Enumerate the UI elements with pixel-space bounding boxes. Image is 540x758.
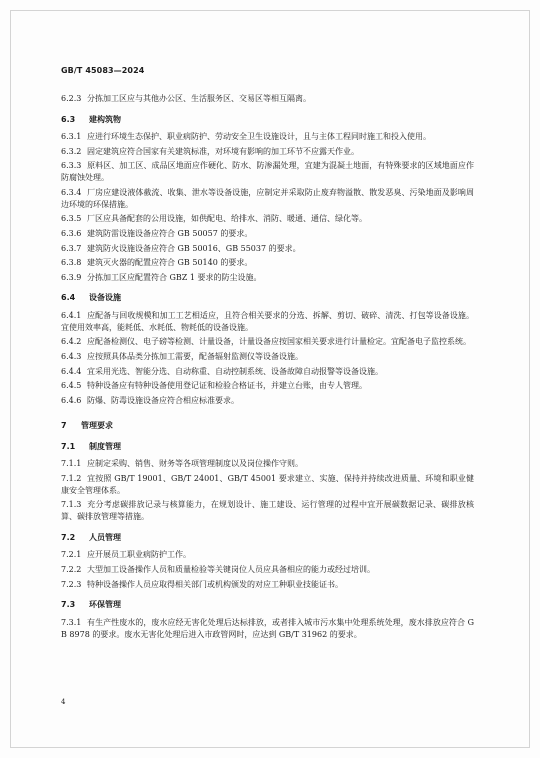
clause-item bbox=[61, 213, 474, 225]
document-body bbox=[61, 93, 474, 643]
clause-item bbox=[61, 93, 474, 105]
clause-text: 原料区、加工区、成品区地面应作硬化、防水、防渗漏处理，宜建为混凝土地面，有特殊要求的区域地面应作防腐蚀处理。 bbox=[61, 161, 474, 183]
clause-number: 6.3.6 bbox=[61, 228, 82, 238]
clause-text: 厂房应建设液体截流、收集、泄水等设备设施，应制定并采取防止废弃物溢散、散发恶臭、污染地面及影响周边环境的环保措施。 bbox=[61, 187, 474, 209]
clause-item bbox=[61, 160, 474, 184]
clause-text: 有生产性废水的，废水应经无害化处理后达标排放，或者排入城市污水集中处理系统处理，废水排放应符合 GB 8978 的要求。废水无害化处理后进入市政管网时，应达到 GB/T 31962 的要求。 bbox=[61, 617, 474, 639]
clause-text: 环保管理 bbox=[89, 600, 121, 610]
clause-text: 建筑防火设施设备应符合 GB 50016、GB 55037 的要求。 bbox=[87, 243, 301, 253]
clause-item bbox=[61, 228, 474, 240]
section-heading bbox=[61, 114, 474, 126]
clause-text: 应按照具体品类分拣加工需要，配备辐射监测仪等设备设施。 bbox=[87, 351, 303, 361]
clause-text: 建筑灭火器的配置应符合 GB 50140 的要求。 bbox=[87, 258, 253, 268]
clause-text: 建构筑物 bbox=[89, 114, 121, 124]
clause-number: 6.3.5 bbox=[61, 214, 82, 224]
clause-number: 7.1.1 bbox=[61, 459, 82, 469]
clause-text: 应制定采购、销售、财务等各项管理制度以及岗位操作守则。 bbox=[87, 459, 303, 469]
clause-item bbox=[61, 146, 474, 158]
clause-number: 6.4.3 bbox=[61, 351, 82, 361]
clause-number: 7.2.1 bbox=[61, 550, 82, 560]
clause-number: 6.2.3 bbox=[61, 94, 82, 103]
clause-text: 分拣加工区应与其他办公区、生活服务区、交易区等相互隔离。 bbox=[87, 94, 311, 103]
clause-number: 7.1.2 bbox=[61, 473, 82, 483]
clause-item bbox=[61, 617, 474, 641]
clause-number: 6.3.2 bbox=[61, 146, 82, 156]
clause-number: 6.4.4 bbox=[61, 366, 82, 376]
clause-item bbox=[61, 257, 474, 269]
clause-item bbox=[61, 187, 474, 211]
clause-text: 宜采用光选、智能分选、自动称重、自动控制系统、设备故障自动报警等设备设施。 bbox=[87, 366, 383, 376]
clause-text: 宜按照 GB/T 19001、GB/T 24001、GB/T 45001 要求建立、实施、保持并持续改进质量、环境和职业健康安全管理体系。 bbox=[61, 473, 474, 495]
clause-text: 管理要求 bbox=[81, 420, 113, 430]
clause-text: 防爆、防毒设施设备应符合相应标准要求。 bbox=[87, 395, 239, 405]
clause-number: 7.3 bbox=[61, 600, 76, 610]
clause-number: 6.4.1 bbox=[61, 310, 82, 320]
clause-text: 特种设备操作人员应取得相关部门或机构颁发的对应工种职业技能证书。 bbox=[87, 579, 343, 589]
section-heading bbox=[61, 441, 474, 453]
clause-item bbox=[61, 351, 474, 363]
clause-text: 应开展员工职业病防护工作。 bbox=[87, 550, 191, 560]
clause-number: 7.1.3 bbox=[61, 500, 82, 510]
clause-text: 应配备检测仪、电子磅等检测、计量设备，计量设备应按国家相关要求进行计量检定。宜配备电子监控系统。 bbox=[87, 337, 471, 347]
clause-item bbox=[61, 366, 474, 378]
clause-item bbox=[61, 579, 474, 591]
clause-number: 6.3.4 bbox=[61, 187, 82, 197]
clause-number: 7.2.2 bbox=[61, 565, 82, 574]
clause-number: 6.4.6 bbox=[61, 395, 82, 405]
clause-text: 厂区应具备配套的公用设施，如供配电、给排水、消防、暖通、通信、绿化等。 bbox=[87, 214, 367, 224]
clause-item bbox=[61, 458, 474, 470]
clause-item bbox=[61, 549, 474, 561]
clause-number: 6.4 bbox=[61, 293, 76, 303]
clause-item bbox=[61, 564, 474, 576]
clause-text: 大型加工设备操作人员和质量检验等关键岗位人员应具备相应的能力或经过培训。 bbox=[87, 565, 375, 574]
clause-item bbox=[61, 395, 474, 407]
clause-number: 6.4.2 bbox=[61, 337, 82, 347]
clause-number: 6.3.3 bbox=[61, 161, 82, 171]
clause-item bbox=[61, 310, 474, 334]
clause-text: 应配备与回收规模和加工工艺相适应，且符合相关要求的分选、拆解、剪切、破碎、清洗、打包等设备设施。宜使用效率高，能耗低、水耗低、物耗低的设备设施。 bbox=[61, 310, 474, 332]
clause-text: 分拣加工区应配置符合 GBZ 1 要求的防尘设施。 bbox=[87, 272, 262, 282]
clause-number: 6.4.5 bbox=[61, 381, 82, 391]
clause-number: 6.3.8 bbox=[61, 258, 82, 268]
clause-text: 建筑防雷设施设备应符合 GB 50057 的要求。 bbox=[87, 228, 253, 238]
clause-text: 特种设备应有特种设备使用登记证和检验合格证书，并建立台账，由专人管理。 bbox=[87, 381, 367, 391]
section-heading bbox=[61, 599, 474, 611]
clause-text: 固定建筑应符合国家有关建筑标准，对环境有影响的加工环节不应露天作业。 bbox=[87, 146, 359, 156]
clause-number: 7.1 bbox=[61, 441, 76, 451]
section-heading bbox=[61, 532, 474, 544]
clause-number: 6.3.1 bbox=[61, 132, 82, 141]
standard-code-header: GB/T 45083—2024 bbox=[61, 66, 145, 75]
clause-number: 6.3 bbox=[61, 114, 76, 124]
clause-item bbox=[61, 473, 474, 497]
clause-text: 制度管理 bbox=[89, 441, 121, 451]
clause-text: 人员管理 bbox=[89, 532, 121, 542]
clause-item bbox=[61, 131, 474, 143]
clause-number: 7 bbox=[61, 420, 67, 430]
clause-number: 6.3.7 bbox=[61, 243, 82, 253]
clause-text: 应进行环境生态保护、职业病防护、劳动安全卫生设施设计，且与主体工程同时施工和投入使用。 bbox=[87, 132, 431, 141]
clause-number: 7.3.1 bbox=[61, 617, 82, 627]
clause-item bbox=[61, 272, 474, 284]
clause-number: 7.2.3 bbox=[61, 579, 82, 589]
clause-number: 6.3.9 bbox=[61, 272, 82, 282]
page-number: 4 bbox=[61, 698, 66, 706]
chapter-heading bbox=[61, 420, 474, 432]
clause-item bbox=[61, 243, 474, 255]
clause-item bbox=[61, 336, 474, 348]
clause-number: 7.2 bbox=[61, 532, 76, 542]
clause-text: 设备设施 bbox=[89, 293, 121, 303]
clause-item bbox=[61, 380, 474, 392]
section-heading bbox=[61, 292, 474, 304]
clause-item bbox=[61, 499, 474, 523]
clause-text: 充分考虑碳排放记录与核算能力，在规划设计、施工建设、运行管理的过程中宜开展碳数据记录、碳排放核算、碳排放管理等措施。 bbox=[61, 500, 474, 522]
